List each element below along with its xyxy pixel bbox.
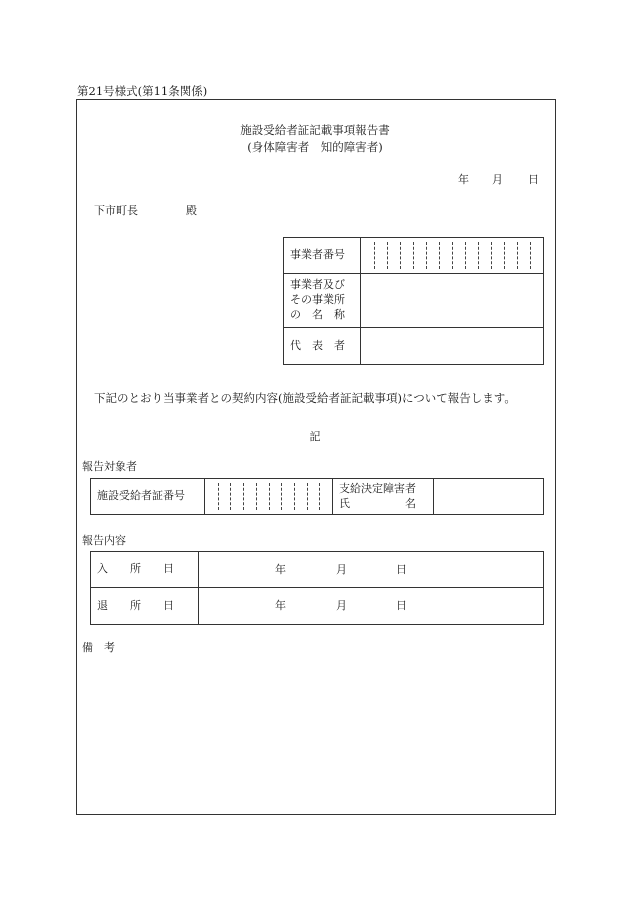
business-info-table xyxy=(283,237,544,365)
business-name-row xyxy=(284,274,544,328)
discharge-date-field[interactable] xyxy=(199,588,544,625)
form-number: 第21号様式(第11条関係) xyxy=(77,84,208,98)
business-number-digit-divider xyxy=(491,242,492,269)
cert-number-field[interactable] xyxy=(205,479,333,515)
cert-number-digit-divider xyxy=(319,483,320,510)
business-name-field[interactable] xyxy=(361,274,544,328)
cert-number-digit-divider xyxy=(256,483,257,510)
addressee-name: 下市町長 xyxy=(94,204,138,217)
business-name-label-line-2: その事業所 xyxy=(290,293,345,307)
business-number-digit-divider xyxy=(517,242,518,269)
business-number-row xyxy=(284,238,544,274)
contents-section-label: 報告内容 xyxy=(82,534,126,547)
subject-section-label: 報告対象者 xyxy=(82,460,137,473)
contents-table xyxy=(90,551,544,625)
business-number-field[interactable] xyxy=(361,238,544,274)
business-number-digit-divider xyxy=(413,242,414,269)
discharge-month-label: 月 xyxy=(336,599,347,612)
representative-row xyxy=(284,328,544,365)
admission-month-label: 月 xyxy=(336,563,347,576)
admission-day-label: 日 xyxy=(396,563,407,576)
admission-date-label: 入 所 日 xyxy=(91,552,199,588)
cert-number-label: 施設受給者証番号 xyxy=(91,479,205,515)
discharge-year-label: 年 xyxy=(275,599,286,612)
business-number-digit-divider xyxy=(530,242,531,269)
form-title: 施設受給者証記載事項報告書 xyxy=(240,123,390,137)
business-number-digit-divider xyxy=(374,242,375,269)
admission-date-field[interactable] xyxy=(199,552,544,588)
cert-number-digit-divider xyxy=(269,483,270,510)
business-number-digit-divider xyxy=(465,242,466,269)
cert-number-digit-divider xyxy=(243,483,244,510)
business-number-digit-divider xyxy=(452,242,453,269)
business-name-label-line-1: 事業者及び xyxy=(290,278,345,292)
admission-row xyxy=(91,552,544,588)
business-number-label: 事業者番号 xyxy=(284,238,361,274)
remarks-label: 備 考 xyxy=(82,641,115,654)
business-number-digit-divider xyxy=(400,242,401,269)
recipient-name-label-line-2: 氏 名 xyxy=(339,496,416,510)
addressee-honorific: 殿 xyxy=(186,204,197,217)
subject-table xyxy=(90,478,544,515)
cert-number-digit-divider xyxy=(294,483,295,510)
business-number-digit-divider xyxy=(426,242,427,269)
remarks-field[interactable] xyxy=(90,662,544,802)
report-statement: 下記のとおり当事業者との契約内容(施設受給者証記載事項)について報告します。 xyxy=(94,391,516,405)
business-number-digit-divider xyxy=(478,242,479,269)
discharge-row xyxy=(91,588,544,625)
cert-number-digit-divider xyxy=(230,483,231,510)
date-month-label: 月 xyxy=(492,173,503,186)
business-number-digit-divider xyxy=(439,242,440,269)
cert-number-digit-divider xyxy=(307,483,308,510)
subject-row xyxy=(91,479,544,515)
recipient-name-label xyxy=(333,479,434,515)
discharge-date-label: 退 所 日 xyxy=(91,588,199,625)
cert-number-digit-divider xyxy=(281,483,282,510)
ki-heading: 記 xyxy=(309,430,321,443)
date-day-label: 日 xyxy=(528,173,539,186)
date-year-label: 年 xyxy=(458,173,469,186)
admission-year-label: 年 xyxy=(275,563,286,576)
recipient-name-label-line-1: 支給決定障害者 xyxy=(339,481,416,495)
business-name-label-line-3: の 名 称 xyxy=(290,307,345,321)
cert-number-digit-divider xyxy=(218,483,219,510)
representative-label: 代 表 者 xyxy=(284,328,361,365)
form-subtitle: (身体障害者 知的障害者) xyxy=(247,140,383,154)
discharge-day-label: 日 xyxy=(396,599,407,612)
representative-field[interactable] xyxy=(361,328,544,365)
recipient-name-field[interactable] xyxy=(434,479,544,515)
business-name-label xyxy=(284,274,361,328)
business-number-digit-divider xyxy=(387,242,388,269)
business-number-digit-divider xyxy=(504,242,505,269)
